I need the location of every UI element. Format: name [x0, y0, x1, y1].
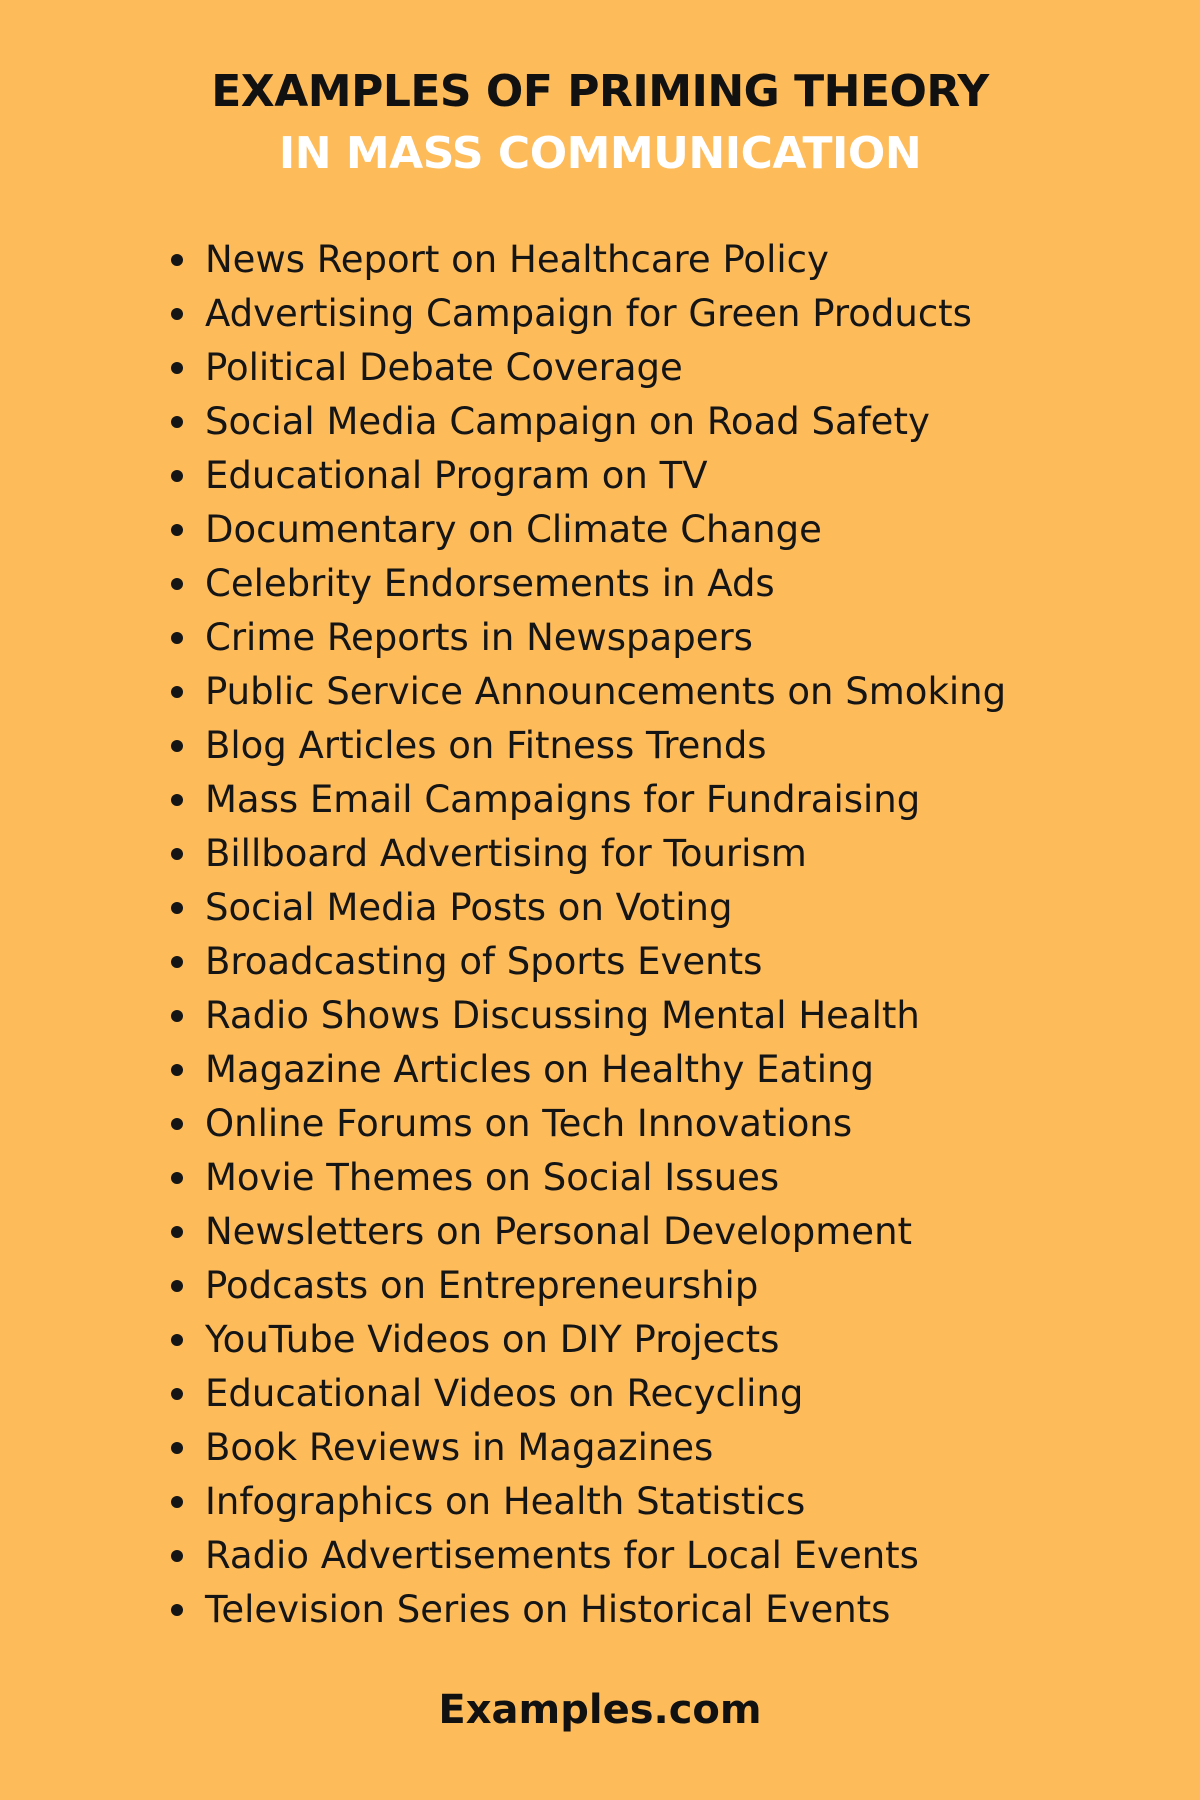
- list-item-label: Social Media Posts on Voting: [205, 886, 733, 929]
- bullet-icon: [171, 308, 183, 320]
- bullet-icon: [171, 1226, 183, 1238]
- bullet-icon: [171, 1118, 183, 1130]
- bullet-icon: [171, 578, 183, 590]
- bullet-icon: [171, 848, 183, 860]
- list-item: [167, 287, 1006, 341]
- bullet-icon: [171, 416, 183, 428]
- list-item-label: Mass Email Campaigns for Fundraising: [205, 778, 921, 821]
- page-title: EXAMPLES OF PRIMING THEORY: [211, 66, 989, 117]
- list-item-label: Infographics on Health Statistics: [205, 1480, 806, 1523]
- list-item: [167, 1313, 1006, 1367]
- list-item: [167, 449, 1006, 503]
- bullet-icon: [171, 1172, 183, 1184]
- bullet-icon: [171, 524, 183, 536]
- list-item: [167, 1475, 1006, 1529]
- list-item: [167, 881, 1006, 935]
- bullet-icon: [171, 632, 183, 644]
- bullet-icon: [171, 740, 183, 752]
- bullet-icon: [171, 470, 183, 482]
- list-item-label: Advertising Campaign for Green Products: [205, 292, 972, 335]
- bullet-icon: [171, 1604, 183, 1616]
- list-item-label: Online Forums on Tech Innovations: [205, 1102, 853, 1145]
- footer-brand: Examples.com: [438, 1687, 762, 1733]
- page-subtitle: IN MASS COMMUNICATION: [278, 128, 922, 179]
- list-item: [167, 1205, 1006, 1259]
- list-item: [167, 989, 1006, 1043]
- list-item: [167, 1151, 1006, 1205]
- bullet-icon: [171, 794, 183, 806]
- list-item-label: Political Debate Coverage: [205, 346, 683, 389]
- list-item-label: Newsletters on Personal Development: [205, 1210, 913, 1253]
- list-item: [167, 665, 1006, 719]
- bullet-icon: [171, 1334, 183, 1346]
- list-item: [167, 1043, 1006, 1097]
- bullet-icon: [171, 1496, 183, 1508]
- list-item-label: YouTube Videos on DIY Projects: [205, 1318, 780, 1361]
- bullet-icon: [171, 686, 183, 698]
- list-item-label: Social Media Campaign on Road Safety: [205, 400, 930, 443]
- list-item-label: Podcasts on Entrepreneurship: [205, 1264, 759, 1307]
- list-item: [167, 1259, 1006, 1313]
- list-item-label: Movie Themes on Social Issues: [205, 1156, 780, 1199]
- list-item: [167, 935, 1006, 989]
- list-item-label: Billboard Advertising for Tourism: [205, 832, 807, 875]
- list-item-label: Television Series on Historical Events: [205, 1588, 891, 1631]
- list-item: [167, 1097, 1006, 1151]
- list-item: [167, 1421, 1006, 1475]
- list-item-label: Crime Reports in Newspapers: [205, 616, 753, 659]
- list-item: [167, 1529, 1006, 1583]
- bullet-icon: [171, 1442, 183, 1454]
- examples-list: [167, 233, 1006, 1637]
- bullet-icon: [171, 1010, 183, 1022]
- bullet-icon: [171, 1280, 183, 1292]
- list-item-label: Broadcasting of Sports Events: [205, 940, 763, 983]
- list-item: [167, 557, 1006, 611]
- list-item-label: Educational Program on TV: [205, 454, 708, 497]
- list-item-label: Educational Videos on Recycling: [205, 1372, 804, 1415]
- list-item-label: Blog Articles on Fitness Trends: [205, 724, 767, 767]
- list-item-label: Magazine Articles on Healthy Eating: [205, 1048, 874, 1091]
- list-item: [167, 341, 1006, 395]
- list-item: [167, 611, 1006, 665]
- list-item-label: Radio Shows Discussing Mental Health: [205, 994, 920, 1037]
- list-item: [167, 503, 1006, 557]
- list-item-label: Radio Advertisements for Local Events: [205, 1534, 919, 1577]
- list-item: [167, 1367, 1006, 1421]
- list-item: [167, 1583, 1006, 1637]
- list-item: [167, 773, 1006, 827]
- bullet-icon: [171, 254, 183, 266]
- bullet-icon: [171, 902, 183, 914]
- list-item: [167, 233, 1006, 287]
- bullet-icon: [171, 1388, 183, 1400]
- list-item: [167, 395, 1006, 449]
- list-item-label: Celebrity Endorsements in Ads: [205, 562, 775, 605]
- list-item: [167, 719, 1006, 773]
- list-item-label: Book Reviews in Magazines: [205, 1426, 714, 1469]
- list-item-label: News Report on Healthcare Policy: [205, 238, 829, 281]
- bullet-icon: [171, 1064, 183, 1076]
- bullet-icon: [171, 956, 183, 968]
- bullet-icon: [171, 362, 183, 374]
- list-item-label: Documentary on Climate Change: [205, 508, 822, 551]
- bullet-icon: [171, 1550, 183, 1562]
- list-item: [167, 827, 1006, 881]
- list-item-label: Public Service Announcements on Smoking: [205, 670, 1007, 713]
